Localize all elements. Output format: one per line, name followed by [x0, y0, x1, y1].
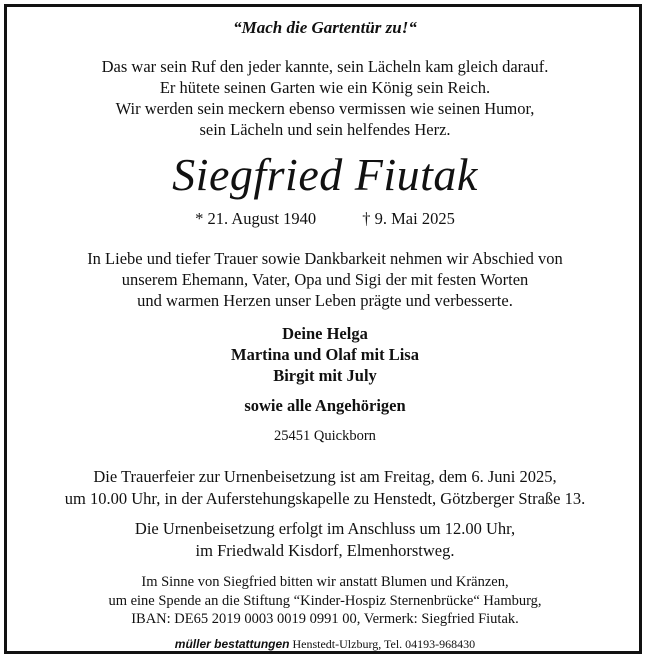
poem-block [0, 56, 650, 140]
donation-info [0, 573, 650, 629]
burial-line: Die Urnenbeisetzung erfolgt im Anschluss um 12.00 Uhr, [134, 519, 516, 538]
service-line: Die Trauerfeier zur Urnenbeisetzung ist am Freitag, dem 6. Juni 2025, [93, 467, 557, 486]
message-line: In Liebe und tiefer Trauer sowie Dankbarkeit nehmen wir Abschied von [87, 249, 563, 268]
donation-line: Im Sinne von Siegfried bitten wir anstatt Blumen und Kränzen, [141, 574, 509, 590]
poem-line: sein Lächeln und sein helfendes Herz. [199, 120, 451, 139]
family-member: Martina und Olaf mit Lisa [231, 345, 419, 364]
funeral-home-logo: müller bestattungen [174, 637, 290, 651]
service-info [0, 466, 650, 510]
family-member: Birgit mit July [273, 366, 377, 385]
death-date: † 9. Mai 2025 [362, 209, 455, 228]
message-line: unserem Ehemann, Vater, Opa und Sigi der mit festen Worten [121, 270, 529, 289]
opening-quote: “Mach die Gartentür zu!“ [233, 18, 417, 37]
funeral-home-contact: Henstedt-Ulzburg, Tel. 04193-968430 [289, 637, 476, 651]
family-signatures [0, 323, 650, 386]
relatives-line: sowie alle Angehörigen [244, 396, 406, 415]
poem-line: Das war sein Ruf den jeder kannte, sein Lächeln kam gleich darauf. [101, 57, 549, 76]
poem-line: Wir werden sein meckern ebenso vermissen wie seinen Humor, [115, 99, 535, 118]
message-line: und warmen Herzen unser Leben prägte und verbesserte. [137, 291, 513, 310]
life-dates [0, 209, 650, 229]
deceased-name: Siegfried Fiutak [172, 149, 478, 200]
burial-info [0, 518, 650, 562]
family-member: Deine Helga [282, 324, 368, 343]
poem-line: Er hütete seinen Garten wie ein König sein Reich. [159, 78, 491, 97]
place-line: 25451 Quickborn [274, 428, 376, 444]
farewell-message [0, 248, 650, 311]
donation-line: IBAN: DE65 2019 0003 0019 0991 00, Vermerk: Siegfried Fiutak. [131, 611, 519, 627]
service-line: um 10.00 Uhr, in der Auferstehungskapelle zu Henstedt, Götzberger Straße 13. [64, 489, 586, 508]
donation-line: um eine Spende an die Stiftung “Kinder-Hospiz Sternenbrücke“ Hamburg, [108, 592, 542, 609]
birth-date: * 21. August 1940 [195, 209, 317, 228]
funeral-home-footer [0, 637, 650, 652]
burial-line: im Friedwald Kisdorf, Elmenhorstweg. [195, 541, 455, 560]
